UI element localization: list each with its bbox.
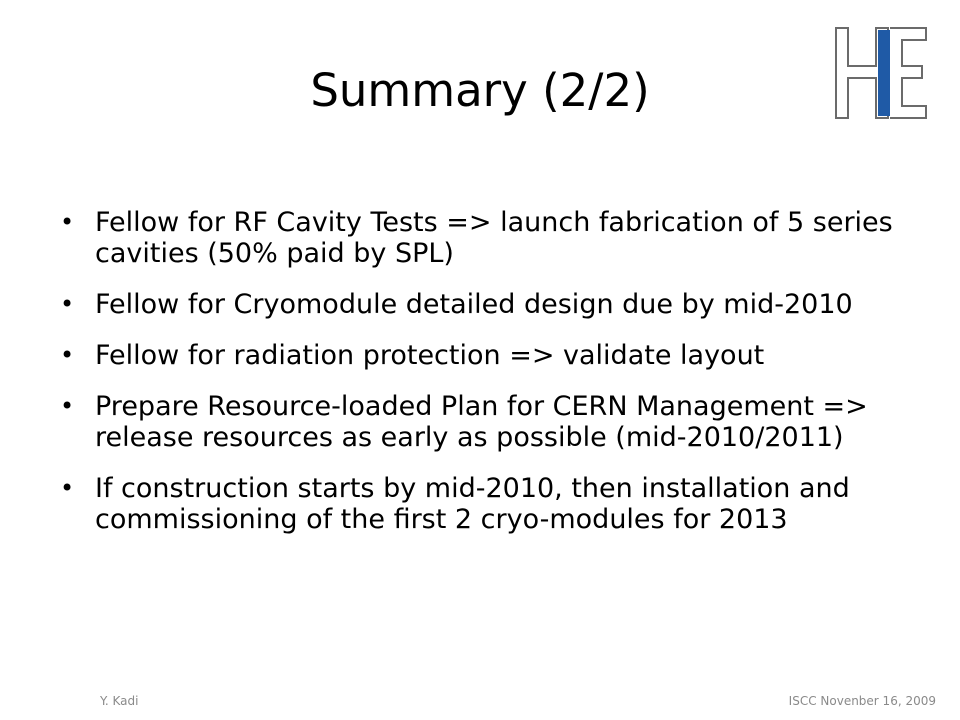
slide-title: Summary (2/2) — [310, 64, 650, 117]
bullet-text: Prepare Resource-loaded Plan for CERN Management => release resources as early as possible (mid-2010/2011) — [95, 391, 868, 453]
footer-author: Y. Kadi — [100, 694, 139, 708]
bullet-dot: • — [60, 208, 75, 236]
bullet-item — [58, 207, 918, 269]
bullet-dot: • — [60, 392, 75, 420]
bullet-item — [58, 391, 918, 453]
bullet-item — [58, 340, 918, 371]
bullet-item — [58, 289, 918, 320]
bullet-text: Fellow for RF Cavity Tests => launch fabrication of 5 series cavities (50% paid by SPL) — [95, 207, 893, 269]
bullet-text: Fellow for Cryomodule detailed design due by mid-2010 — [95, 289, 853, 320]
he-logo-icon — [834, 26, 928, 120]
bullet-text: If construction starts by mid-2010, then installation and commissioning of the first 2 cryo-modules for 2013 — [95, 473, 850, 535]
bullet-dot: • — [60, 290, 75, 318]
bullet-item — [58, 473, 918, 535]
bullet-dot: • — [60, 474, 75, 502]
bullet-text: Fellow for radiation protection => validate layout — [95, 340, 765, 371]
bullet-dot: • — [60, 341, 75, 369]
footer-event-date: ISCC Novenber 16, 2009 — [788, 694, 936, 708]
bullet-list — [58, 207, 918, 555]
